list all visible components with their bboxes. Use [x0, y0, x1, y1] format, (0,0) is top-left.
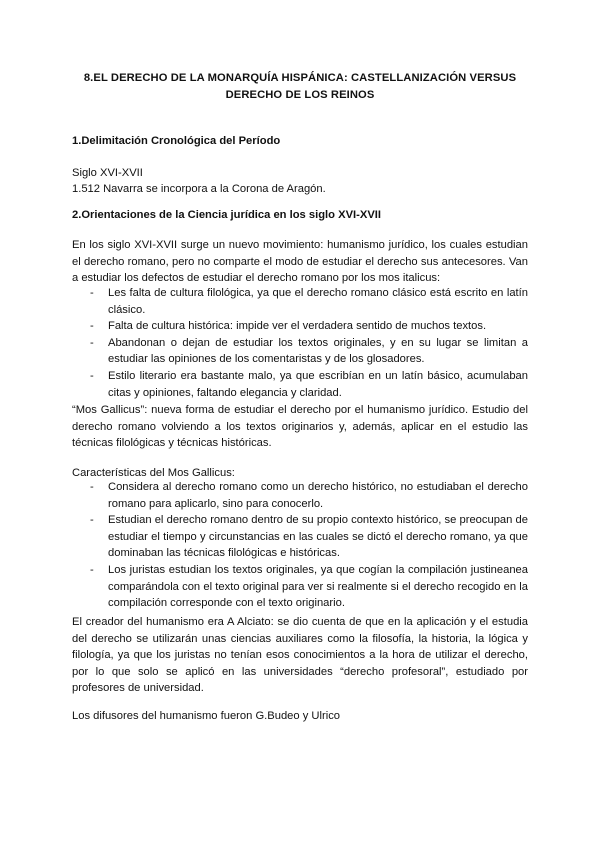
list-item: - Los juristas estudian los textos originales, ya que cogían la compilación justineanea comparándola con el texto original para ver si realmente si el derecho recogido en la compilación corresponde con el texto originario. [90, 563, 528, 610]
list-item: - Abandonan o dejan de estudiar los textos originales, y en su lugar se limitan a estudiar las opiniones de los comentaristas y de los glosadores. [90, 336, 528, 366]
list-item: - Estilo literario era bastante malo, ya que escribían en un latín básico, acumulaban citas y opiniones, faltando elegancia y claridad. [90, 369, 528, 399]
list-item: - Considera al derecho romano como un derecho histórico, no estudiaban el derecho romano para aplicarlo, sino para conocerlo. [90, 481, 528, 510]
bullet-dash: - [90, 320, 94, 333]
list-item: - Falta de cultura histórica: impide ver el verdadera sentido de muchos textos. [72, 318, 528, 335]
period-centuries-line: Siglo XVI-XVII [72, 167, 143, 179]
characteristics-heading: Características del Mos Gallicus: [72, 467, 235, 479]
difusores-line: Los difusores del humanismo fueron G.Budeo y Ulrico [72, 710, 341, 722]
bullet-dash: - [90, 514, 94, 527]
alciato-paragraph: El creador del humanismo era A Alciato: se dio cuenta de que en la aplicación y el estudia del derecho se utilizarán unas ciencias auxiliares como la filosofía, la historia, la lógica y filología, ya que los juristas no tenían esos conocimientos a la hora de utilizar el derecho, por lo que solo se aplicó en las universidades “derecho profesoral”, estudiado por profesores de universidad. [72, 616, 528, 695]
list-item: - Les falta de cultura filológica, ya que el derecho romano clásico está escrito en latín clásico. [90, 287, 528, 316]
list-item: - Estudian el derecho romano dentro de su propio contexto histórico, se preocupan de estudiar el tiempo y circunstancias en las cuales se dictó el derecho romano, ya que dominaban las técnicas filológicas e históricas. [90, 514, 528, 560]
section-2-heading: 2.Orientaciones de la Ciencia jurídica en los siglo XVI-XVII [72, 209, 382, 221]
bullet-dash: - [90, 369, 94, 382]
mos-gallicus-paragraph: “Mos Gallicus”: nueva forma de estudiar el derecho por el humanismo jurídico. Estudio del derecho romano volviendo a los textos originarios y, además, aplicar en el estudio las técnicas filológicas y técnicas históricas. [72, 404, 528, 450]
bullet-dash: - [90, 287, 94, 299]
bullet-dash: - [90, 336, 94, 349]
navarra-line: 1.512 Navarra se incorpora a la Corona de Aragón. [72, 183, 326, 195]
document-title: 8.EL DERECHO DE LA MONARQUÍA HISPÁNICA: CASTELLANIZACIÓN VERSUS DERECHO DE LOS REINOS [83, 72, 517, 101]
mos-gallicus-characteristics-list [72, 479, 528, 612]
bullet-dash: - [90, 563, 94, 576]
mos-italicus-defects-list [72, 285, 528, 401]
section-1-heading: 1.Delimitación Cronológica del Período [72, 135, 281, 147]
bullet-dash: - [90, 481, 94, 493]
humanism-intro-paragraph: En los siglo XVI-XVII surge un nuevo movimiento: humanismo jurídico, los cuales estudian el derecho romano, pero no comparte el modo de estudiar el derecho sus antecesores. Van a estudiar los defectos de estudiar el derecho romano por los mos italicus: [72, 239, 528, 285]
